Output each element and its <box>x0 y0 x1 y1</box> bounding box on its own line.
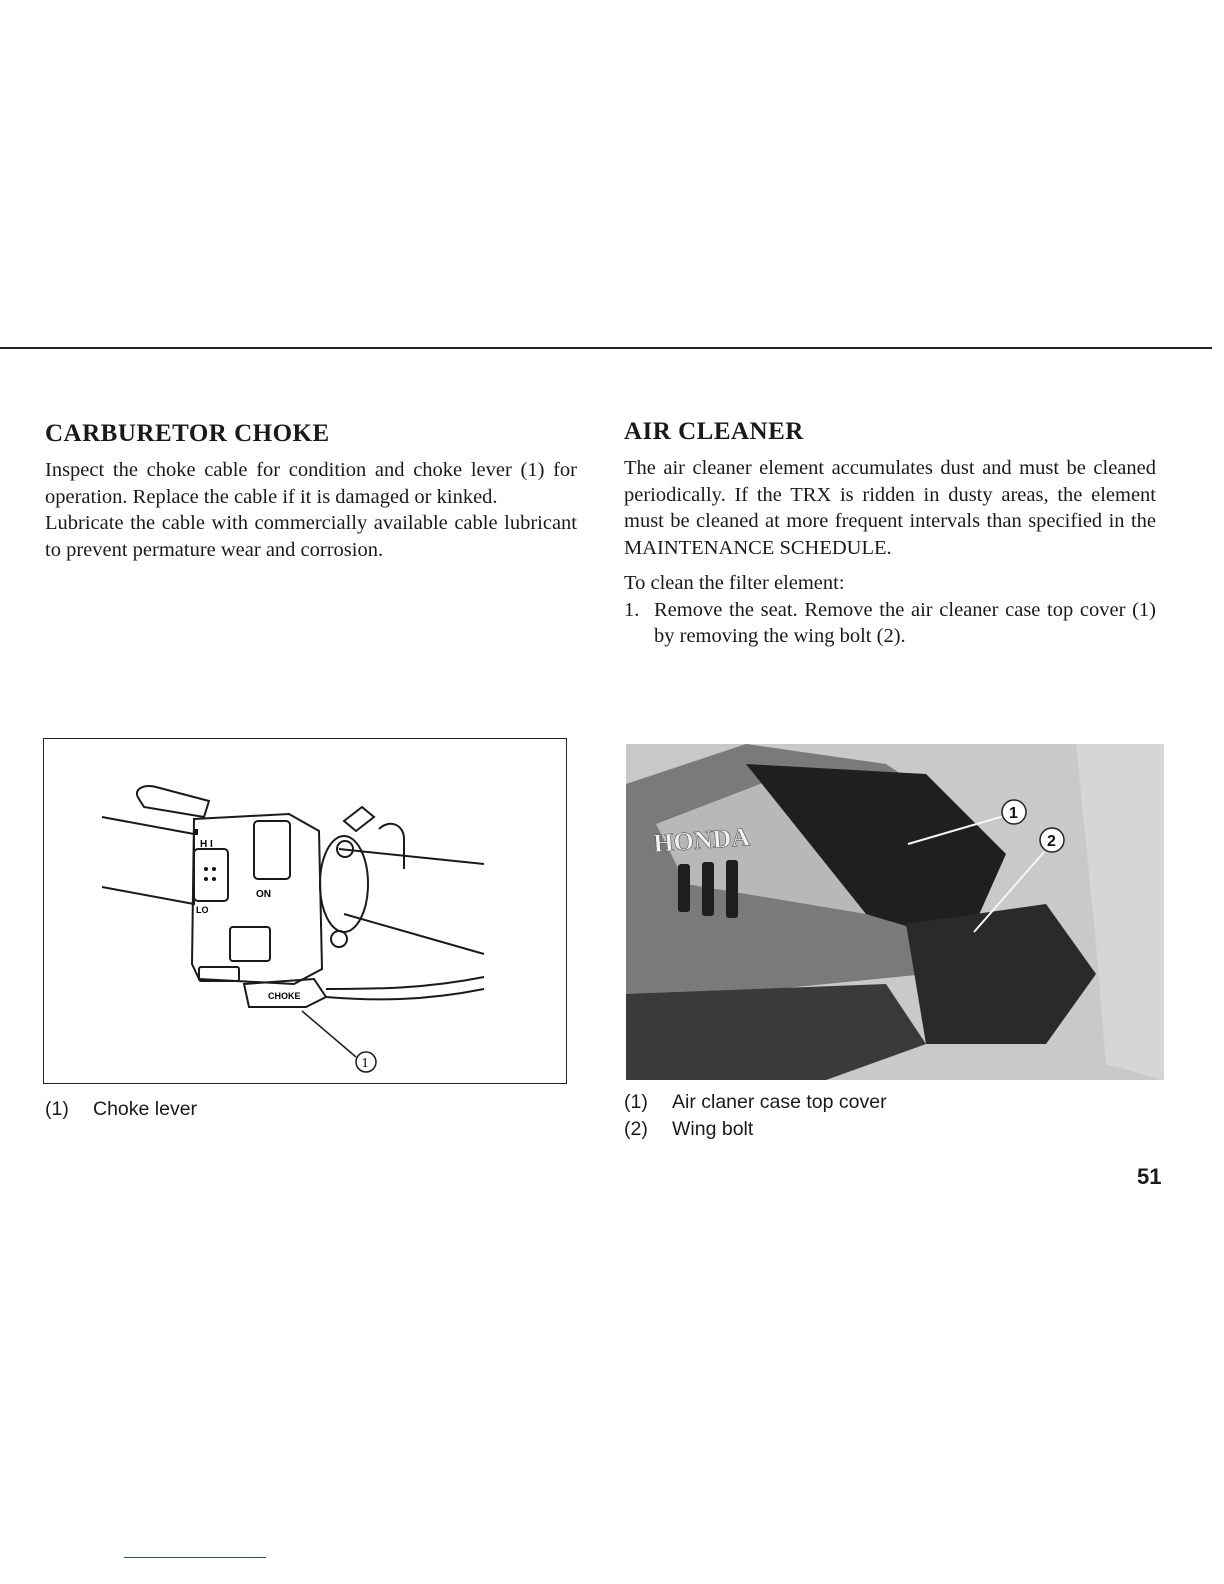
air-cleaner-figure-caption <box>624 1089 887 1143</box>
choke-label: CHOKE <box>268 991 301 1001</box>
lo-label: LO <box>196 905 209 915</box>
grid-dot <box>204 867 208 871</box>
callout-1-number: 1 <box>1009 805 1018 822</box>
filter-step-1 <box>624 597 1156 650</box>
choke-lubricate-paragraph: Lubricate the cable with commercially available cable lubricant to prevent permature wear and corrosion. <box>45 512 577 561</box>
bottom-rule <box>124 1557 266 1558</box>
caption-row <box>45 1096 197 1123</box>
caption-number: (1) <box>624 1091 648 1113</box>
light-switch <box>254 821 290 879</box>
step-text: Remove the seat. Remove the air cleaner case top cover (1) by removing the wing bolt (2). <box>654 598 1156 647</box>
caption-text: Wing bolt <box>672 1118 754 1140</box>
on-label: ON <box>256 889 271 900</box>
vent-slot-3 <box>726 860 738 918</box>
grid-dot <box>212 877 216 881</box>
caption-number: (1) <box>45 1098 69 1120</box>
dimmer-switch <box>194 849 228 901</box>
air-cleaner-heading: AIR CLEANER <box>624 418 804 445</box>
hi-label: H I <box>200 839 213 850</box>
choke-callout-number: 1 <box>361 1056 369 1071</box>
wire-loop <box>379 824 404 869</box>
caption-text: Air claner case top cover <box>672 1091 887 1113</box>
callout-leader-line <box>302 1011 356 1057</box>
choke-inspect-paragraph: Inspect the choke cable for condition and choke lever (1) for operation. Replace the cable if it is damaged or kinked. <box>45 459 577 508</box>
caption-row <box>624 1116 887 1143</box>
grid-dot <box>204 877 208 881</box>
clamp-knob <box>344 807 374 831</box>
choke-figure-caption <box>45 1096 197 1123</box>
kill-switch <box>230 927 270 961</box>
caption-number: (2) <box>624 1118 648 1140</box>
page-number: 51 <box>1137 1164 1162 1189</box>
choke-lever-illustration <box>44 739 565 1082</box>
dot-mark <box>194 829 198 835</box>
air-cleaner-photo-illustration <box>626 744 1164 1080</box>
choke-cable-lower <box>326 989 484 999</box>
caption-text: Choke lever <box>93 1098 198 1120</box>
choke-cable <box>326 977 484 989</box>
grip-end <box>137 786 209 817</box>
air-cleaner-paragraph: The air cleaner element accumulates dust and must be cleaned periodically. If the TRX is ridden in dusty areas, the element must be cleaned at more frequent intervals than specified in the MAINTENANCE SCHEDULE. <box>624 457 1156 559</box>
grid-dot <box>212 867 216 871</box>
handlebar-right <box>339 849 484 954</box>
filter-steps <box>624 597 1156 650</box>
filter-intro: To clean the filter element: <box>624 572 845 594</box>
handlebar-outline <box>102 817 194 904</box>
caption-row <box>624 1089 887 1116</box>
clamp-screw-bottom <box>331 931 347 947</box>
callout-2-number: 2 <box>1047 833 1056 850</box>
carburetor-choke-heading: CARBURETOR CHOKE <box>45 420 330 447</box>
vent-slot-2 <box>702 862 714 916</box>
air-cleaner-photo <box>626 744 1164 1080</box>
top-rule <box>0 347 1212 349</box>
vent-slot-1 <box>678 864 690 912</box>
carburetor-choke-section <box>45 420 577 563</box>
honda-logo: HONDA <box>652 822 751 858</box>
air-cleaner-section <box>624 418 1156 650</box>
choke-lever-figure <box>43 738 567 1084</box>
step-number: 1. <box>624 598 640 621</box>
